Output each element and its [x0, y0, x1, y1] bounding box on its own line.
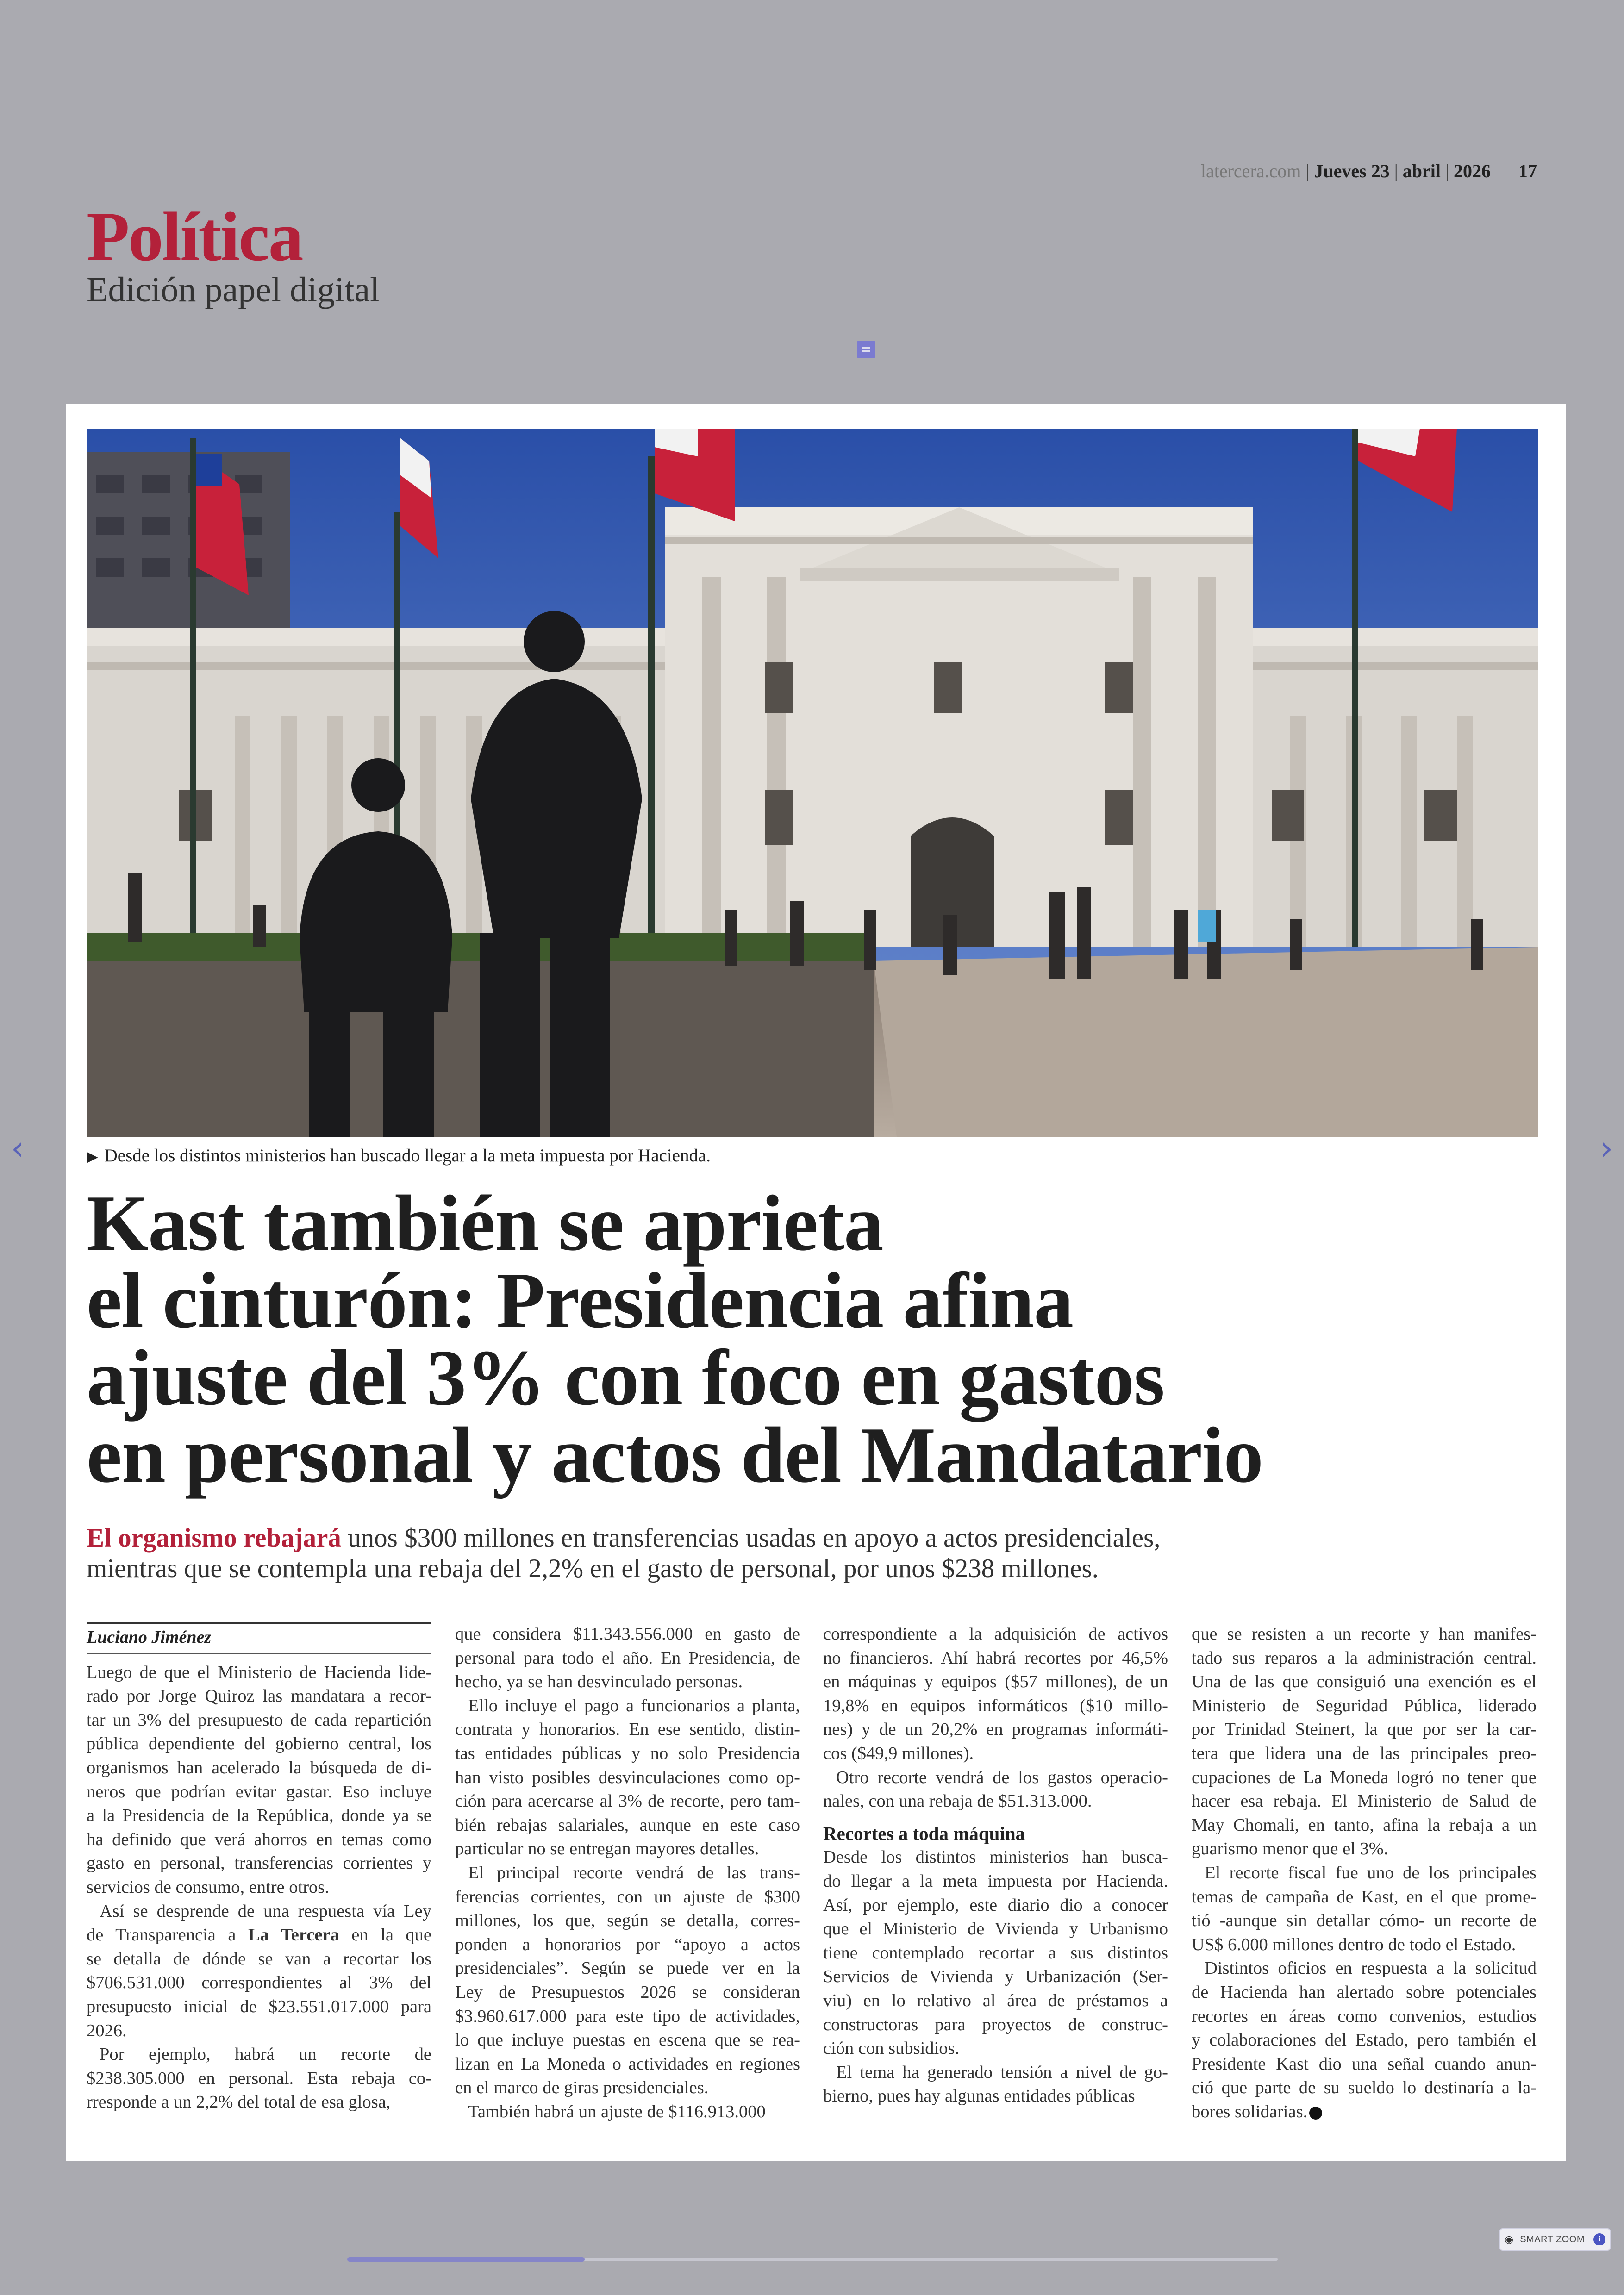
date-day: Jueves 23 [1314, 161, 1390, 181]
article-column-1 [87, 1622, 431, 2114]
text-line: tado sus reparos a la administración central. [1192, 1648, 1537, 1668]
headline-line: Kast también se aprieta [87, 1179, 883, 1267]
text-line: de Hacienda han alertado sobre potenciales [1192, 1982, 1537, 2002]
article-deck [87, 1523, 1531, 1584]
text-line: guarismo menor que el 3%. [1192, 1839, 1388, 1859]
text-line: Así se desprende de una respuesta vía Ley [100, 1901, 431, 1921]
text-line: rresponde a un 2,2% del total de esa glosa, [87, 2092, 391, 2112]
text-line: do llegar a la meta impuesta por Hacienda. [823, 1871, 1168, 1891]
article-subhead: Recortes a toda máquina [823, 1822, 1025, 1844]
headline-line: ajuste del 3% con foco en gastos [87, 1334, 1165, 1422]
article-photo[interactable] [87, 429, 1538, 1137]
text-line: bierno, pues hay algunas entidades públicas [823, 2086, 1135, 2106]
text-line: tera que lidera una de las principales preo- [1192, 1743, 1537, 1763]
text-line: tió -aunque sin detallar cómo- un recorte de [1192, 1911, 1537, 1931]
text-line: ció que parte de su sueldo lo destinaría a la- [1192, 2078, 1537, 2098]
text-line: ción para acercarse al 3% de recorte, pero tam- [455, 1791, 800, 1811]
text-line: Por ejemplo, habrá un recorte de [100, 2045, 431, 2064]
eye-icon: ◉ [1505, 2233, 1514, 2245]
page-scrubber-thumb[interactable] [347, 2257, 585, 2262]
dateline: latercera.com | Jueves 23 | abril | 2026 17 [1200, 161, 1537, 181]
text-line: personal para todo el año. En Presidencia, de [455, 1648, 800, 1668]
deck-text: unos $300 millones en transferencias usadas en apoyo a actos presidenciales, [341, 1523, 1161, 1553]
article-column-3 [823, 1622, 1168, 2108]
text-line: Desde los distintos ministerios han busca- [823, 1847, 1168, 1867]
text-line: por Trinidad Steinert, la que por ser la car- [1192, 1720, 1537, 1740]
text-line: recortes en áreas como convenios, estudios [1192, 2006, 1537, 2026]
text-line: presupuesto inicial de $23.551.017.000 para [87, 1996, 431, 2016]
column-body [455, 1622, 800, 2124]
text-line: Luego de que el Ministerio de Hacienda lide- [87, 1662, 431, 1682]
end-of-article-icon [1309, 2107, 1322, 2120]
article-headline [87, 1179, 1522, 1499]
text-line: de Transparencia a La Tercera en la que [87, 1925, 431, 1945]
column-body [823, 1622, 1168, 1814]
section-title: Política [87, 198, 302, 275]
text-line: Presidente Kast dio una señal cuando anun- [1192, 2054, 1537, 2074]
info-icon[interactable]: i [1593, 2233, 1605, 2245]
text-line: y colaboraciones del Estado, pero también el [1192, 2030, 1537, 2050]
text-line: nes) y de un 20,2% en programas informáti- [823, 1720, 1168, 1740]
column-body [87, 1661, 431, 2114]
text-line: que el Ministerio de Vivienda y Urbanismo [823, 1919, 1168, 1939]
text-line: lo que incluye puestas en escena que se rea- [455, 2030, 800, 2050]
text-line: neros que podrían evitar gastar. Eso incluye [87, 1782, 431, 1802]
photo-caption: ▶ Desde los distintos ministerios han buscado llegar a la meta impuesta por Hacienda. [87, 1146, 711, 1166]
text-line: rado por Jorge Quiroz las mandatara a recor- [87, 1686, 431, 1706]
text-line: 2026. [87, 2021, 127, 2040]
byline: Luciano Jiménez [87, 1622, 431, 1654]
text-line: ponden a honorarios por “apoyo a actos [455, 1934, 800, 1954]
text-line: $706.531.000 correspondientes al 3% del [87, 1973, 431, 1993]
text-line: El tema ha generado tensión a nivel de go- [836, 2062, 1168, 2082]
smart-zoom-label: SMART ZOOM [1520, 2234, 1585, 2245]
text-line: También habrá un ajuste de $116.913.000 [468, 2102, 766, 2121]
text-line: cos ($49,9 millones). [823, 1743, 974, 1763]
chevron-right-icon[interactable]: › [1599, 1129, 1613, 1167]
text-line: ferencias corrientes, con un ajuste de $300 [455, 1887, 800, 1907]
section-subtitle: Edición papel digital [87, 270, 380, 309]
text-line: Ley de Presupuestos 2026 se consideran [455, 1982, 800, 2002]
text-line: temas de campaña de Kast, en el que prome- [1192, 1887, 1537, 1907]
page-number: 17 [1518, 161, 1537, 181]
text-line: en máquinas y equipos ($57 millones), de un [823, 1672, 1168, 1692]
text-line: $238.305.000 en personal. Esta rebaja co- [87, 2068, 431, 2088]
text-line: pública dependiente del gobierno central, los [87, 1734, 431, 1754]
text-line: correspondiente a la adquisición de activos [823, 1624, 1168, 1644]
text-line: US$ 6.000 millones dentro de todo el Estado. [1192, 1934, 1516, 1954]
article-column-2 [455, 1622, 800, 2124]
text-line: a la Presidencia de la República, donde ya se [87, 1806, 431, 1826]
clip-marker-icon[interactable] [857, 341, 875, 358]
text-line: en el marco de giras presidenciales. [455, 2078, 709, 2098]
text-line: tiene contemplado recortar a sus distintos [823, 1943, 1168, 1963]
text-line: $3.960.617.000 para este tipo de actividades, [455, 2006, 800, 2026]
text-line: 19,8% en equipos informáticos ($10 millo- [823, 1696, 1168, 1715]
text-line: El principal recorte vendrá de las trans- [468, 1863, 800, 1883]
text-line: Una de las que consiguió una exención es el [1192, 1672, 1537, 1692]
text-line: nales, con una rebaja de $51.313.000. [823, 1791, 1092, 1811]
text-line: Ministerio de Seguridad Pública, liderado [1192, 1696, 1537, 1715]
text-line: lizan en La Moneda o actividades en regiones [455, 2054, 800, 2074]
text-line: servicios de consumo, entre otros. [87, 1877, 329, 1897]
text-line: hecho, ya se han desvinculado personas. [455, 1672, 743, 1692]
deck-text: mientras que se contempla una rebaja del 2,2% en el gasto de personal, por unos $238 millones. [87, 1554, 1099, 1583]
headline-line: el cinturón: Presidencia afina [87, 1257, 1074, 1345]
headline-line: en personal y actos del Mandatario [87, 1411, 1263, 1499]
text-line: ha definido que verá ahorros en temas como [87, 1829, 431, 1849]
text-line: hacer esa rebaja. El Ministerio de Salud de [1192, 1791, 1537, 1811]
text-line: constructoras para proyectos de construc- [823, 2014, 1168, 2034]
date-month: abril [1402, 161, 1441, 181]
text-line: viu) en lo relativo al área de préstamos a [823, 1990, 1168, 2010]
text-line: bores solidarias. [1192, 2100, 1537, 2124]
text-line: han visto posibles desvinculaciones como op- [455, 1767, 800, 1787]
text-line: El recorte fiscal fue uno de los principales [1205, 1863, 1537, 1883]
la-moneda-photo [87, 429, 1538, 1137]
text-line: bién rebajas salariales, aunque en este caso [455, 1815, 800, 1835]
text-line: no financieros. Ahí habrá recortes por 46,5% [823, 1648, 1168, 1668]
deck-lead: El organismo rebajará [87, 1523, 341, 1553]
text-line: organismos han acelerado la búsqueda de di- [87, 1758, 431, 1777]
text-line: se detalla de dónde se van a recortar los [87, 1949, 431, 1969]
text-line: que considera $11.343.556.000 en gasto de [455, 1624, 800, 1644]
article-column-4 [1192, 1622, 1537, 2124]
text-line: ción con subsidios. [823, 2039, 960, 2058]
text-line: cupaciones de La Moneda logró no tener que [1192, 1767, 1537, 1787]
chevron-left-icon[interactable]: ‹ [11, 1129, 25, 1167]
text-line: Ello incluye el pago a funcionarios a planta, [468, 1696, 800, 1715]
text-line: particular no se entregan mayores detalles. [455, 1839, 759, 1859]
text-line: Distintos oficios en respuesta a la solicitud [1205, 1958, 1537, 1978]
text-line: May Chomali, en tanto, afina la rebaja a un [1192, 1815, 1537, 1835]
site-name: latercera.com [1200, 161, 1301, 181]
text-line: Otro recorte vendrá de los gastos operacio- [836, 1767, 1168, 1787]
smart-zoom-button[interactable] [1499, 2228, 1611, 2251]
text-line: gasto en personal, transferencias corrientes y [87, 1853, 431, 1873]
text-line: tar un 3% del presupuesto de cada repartición [87, 1710, 431, 1730]
date-year: 2026 [1454, 161, 1491, 181]
column-body [1192, 1622, 1537, 2124]
column-body [823, 1846, 1168, 2108]
text-line: que se resisten a un recorte y han manifes- [1192, 1624, 1537, 1644]
text-line: presidenciales”. Según se puede ver en la [455, 1958, 800, 1978]
text-line: contrata y honorarios. En ese sentido, distin- [455, 1720, 800, 1740]
caption-triangle-icon: ▶ [87, 1148, 98, 1165]
text-line: Servicios de Vivienda y Urbanización (Ser- [823, 1967, 1168, 1987]
text-line: Así, por ejemplo, este diario dio a conocer [823, 1895, 1168, 1915]
text-line: tas entidades públicas y no solo Presidencia [455, 1743, 800, 1763]
text-line: millones, los que, según se detalla, corres- [455, 1911, 800, 1931]
